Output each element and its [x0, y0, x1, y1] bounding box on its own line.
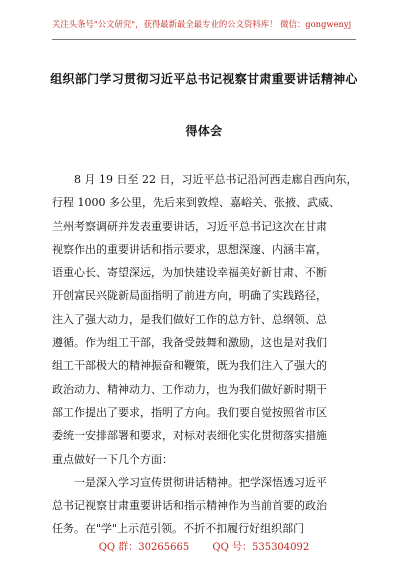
- body-line: 一是深入学习宣传贯彻讲话精神。把学深悟透习近平: [74, 475, 327, 489]
- body-line: 政治动力、精神动力、工作动力，也为我们做好新时期干: [52, 382, 327, 396]
- body-line: 遵循。作为组工干部，我备受鼓舞和激励，这也是对我们: [52, 336, 327, 350]
- body-line: 注入了强大动力，是我们做好工作的总方针、总纲领、总: [52, 312, 327, 326]
- document-title-line1: 组织部门学习贯彻习近平总书记视察甘肃重要讲话精神心: [50, 72, 358, 86]
- body-line: 委统一安排部署和要求，对标对表细化实化贯彻落实措施: [52, 429, 327, 443]
- body-line: 开创富民兴陇新局面指明了前进方向，明确了实践路径，: [52, 289, 327, 303]
- body-text: [52, 168, 358, 541]
- footer-qq-number: QQ 号：535304092: [212, 542, 310, 553]
- body-line: 8 月 19 日至 22 日，习近平总书记沿河西走廊自西向东，: [74, 173, 358, 186]
- body-line: 重点做好一下几个方面：: [52, 452, 173, 466]
- body-line: 任务。在"学"上示范引领。不折不扣履行好组织部门: [52, 522, 305, 536]
- body-line: 视察作出的重要讲话和指示要求，思想深邃、内涵丰富，: [52, 242, 327, 256]
- body-line: 语重心长、寄望深远，为加快建设幸福美好新甘肃、不断: [52, 266, 327, 280]
- body-line: 行程 1000 多公里，先后来到敦煌、嘉峪关、张掖、武威、: [52, 196, 340, 210]
- header-notice: 关注头条号"公文研究"，获得最新最全最专业的公文资料库！ 微信：gongwenyj: [52, 19, 352, 29]
- body-line: 组工干部极大的精神振奋和鞭策，既为我们注入了强大的: [52, 359, 327, 373]
- body-line: 部工作提出了要求，指明了方向。我们要自觉按照省市区: [52, 405, 327, 419]
- header-divider: [52, 39, 356, 40]
- footer-qq-group: QQ 群：30265665: [98, 542, 190, 553]
- footer-contact: [0, 538, 408, 553]
- body-line: 兰州考察调研并发表重要讲话，习近平总书记这次在甘肃: [52, 219, 327, 233]
- document-title-line2: 得体会: [185, 124, 223, 138]
- body-line: 总书记视察甘肃重要讲话和指示精神作为当前首要的政治: [52, 499, 327, 513]
